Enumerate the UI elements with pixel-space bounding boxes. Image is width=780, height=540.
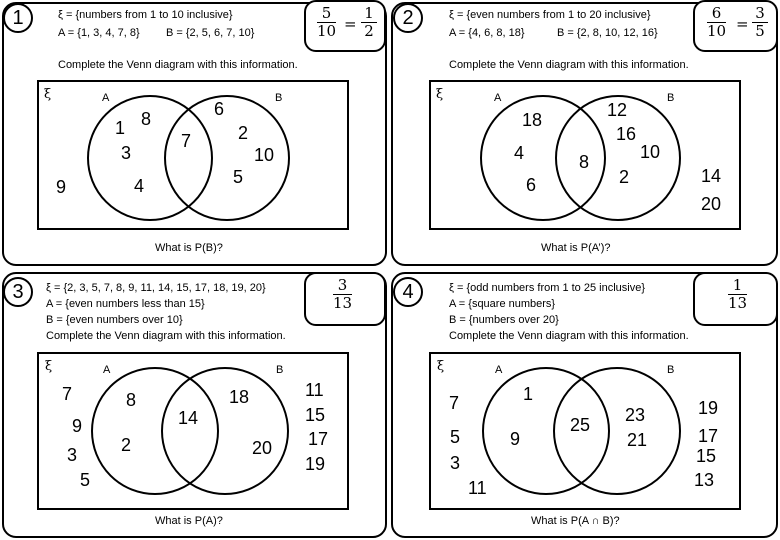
intersection-element: 7 (181, 131, 192, 151)
universal-set-symbol: ξ (45, 359, 53, 374)
b-only-element: 18 (229, 387, 250, 407)
instruction-text: Complete the Venn diagram with this information. (449, 330, 689, 342)
set-b-definition: B = {2, 5, 6, 7, 10} (166, 27, 255, 39)
fraction-numerator: 3 (755, 4, 765, 22)
a-only-element: 3 (121, 143, 132, 163)
outside-element: 15 (696, 446, 717, 466)
fraction-denominator: 13 (333, 294, 353, 312)
outside-element: 13 (694, 470, 715, 490)
b-only-element: 10 (254, 145, 275, 165)
outside-element: 19 (698, 398, 719, 418)
a-only-element: 4 (514, 143, 525, 163)
set-a-label: A (102, 92, 110, 104)
b-only-element: 6 (214, 99, 225, 119)
outside-element: 3 (67, 445, 78, 465)
outside-element: 3 (450, 453, 461, 473)
fraction-numerator: 5 (321, 4, 332, 22)
intersection-element: 8 (579, 152, 590, 172)
fraction-denominator: 10 (317, 22, 337, 40)
instruction-text: Complete the Venn diagram with this information. (46, 330, 286, 342)
set-a-circle (483, 368, 609, 494)
outside-element: 17 (698, 426, 719, 446)
b-only-element: 5 (233, 167, 244, 187)
set-b-label: B (667, 364, 675, 376)
outside-element: 11 (468, 478, 487, 498)
instruction-text: Complete the Venn diagram with this information. (449, 59, 689, 71)
a-only-element: 8 (126, 390, 137, 410)
set-b-label: B (276, 364, 284, 376)
question-text: What is P(B)? (155, 242, 223, 254)
question-text: What is P(A ∩ B)? (531, 515, 620, 527)
outside-element: 5 (80, 470, 91, 490)
outside-element: 15 (305, 405, 326, 425)
question-number-2: 2 (393, 3, 423, 33)
universal-set-symbol: ξ (436, 87, 444, 102)
a-only-element: 8 (141, 109, 152, 129)
outside-element: 9 (56, 177, 67, 197)
universal-set-symbol: ξ (437, 359, 445, 374)
a-only-element: 4 (134, 176, 145, 196)
instruction-text: Complete the Venn diagram with this information. (58, 59, 298, 71)
outside-element: 17 (308, 429, 329, 449)
set-a-definition: A = {4, 6, 8, 18} (449, 27, 525, 39)
b-only-element: 12 (607, 100, 628, 120)
b-only-element: 10 (640, 142, 661, 162)
equals-sign: = (736, 15, 749, 33)
b-only-element: 21 (627, 430, 648, 450)
universal-set-definition: ξ = {even numbers from 1 to 20 inclusive} (449, 9, 651, 21)
set-a-definition: A = {square numbers} (449, 298, 556, 310)
set-b-label: B (667, 92, 675, 104)
b-only-element: 16 (616, 124, 637, 144)
a-only-element: 9 (510, 429, 521, 449)
fraction-denominator: 10 (707, 22, 727, 40)
set-b-label: B (275, 92, 283, 104)
equals-sign: = (344, 15, 357, 33)
question-text: What is P(A)? (155, 515, 223, 527)
a-only-element: 18 (522, 110, 543, 130)
b-only-element: 23 (625, 405, 646, 425)
intersection-element: 14 (178, 408, 199, 428)
outside-element: 7 (62, 384, 73, 404)
fraction-denominator: 13 (728, 294, 748, 312)
a-only-element: 1 (523, 384, 534, 404)
outside-element: 14 (701, 166, 722, 186)
universal-set-definition: ξ = {numbers from 1 to 10 inclusive} (58, 9, 233, 21)
b-only-element: 20 (252, 438, 273, 458)
fraction-denominator: 5 (755, 22, 765, 40)
question-number-3: 3 (3, 277, 33, 307)
set-a-definition: A = {even numbers less than 15} (46, 298, 205, 310)
outside-element: 9 (72, 416, 83, 436)
b-only-element: 2 (238, 123, 249, 143)
universal-set-definition: ξ = {odd numbers from 1 to 25 inclusive} (449, 282, 646, 294)
fraction-denominator: 2 (364, 22, 374, 40)
question-text: What is P(A’)? (541, 242, 611, 254)
outside-element: 20 (701, 194, 722, 214)
intersection-element: 25 (570, 415, 591, 435)
set-a-label: A (494, 92, 502, 104)
outside-element: 5 (450, 427, 461, 447)
fraction-numerator: 6 (711, 4, 722, 22)
outside-element: 11 (305, 380, 324, 400)
universal-set-definition: ξ = {2, 3, 5, 7, 8, 9, 11, 14, 15, 17, 18, 19, 20} (46, 282, 266, 294)
set-b-definition: B = {even numbers over 10} (46, 314, 183, 326)
question-number-1: 1 (3, 3, 33, 33)
set-a-definition: A = {1, 3, 4, 7, 8} (58, 27, 140, 39)
question-number-4: 4 (393, 277, 423, 307)
universal-set-symbol: ξ (44, 87, 52, 102)
b-only-element: 2 (619, 167, 630, 187)
a-only-element: 1 (115, 118, 126, 138)
set-b-definition: B = {2, 8, 10, 12, 16} (557, 27, 658, 39)
set-a-label: A (495, 364, 503, 376)
fraction-numerator: 3 (337, 276, 348, 294)
set-a-label: A (103, 364, 111, 376)
outside-element: 7 (449, 393, 460, 413)
a-only-element: 6 (526, 175, 537, 195)
outside-element: 19 (305, 454, 326, 474)
a-only-element: 2 (121, 435, 132, 455)
fraction-numerator: 1 (732, 276, 743, 294)
fraction-numerator: 1 (364, 4, 374, 22)
set-b-definition: B = {numbers over 20} (449, 314, 559, 326)
